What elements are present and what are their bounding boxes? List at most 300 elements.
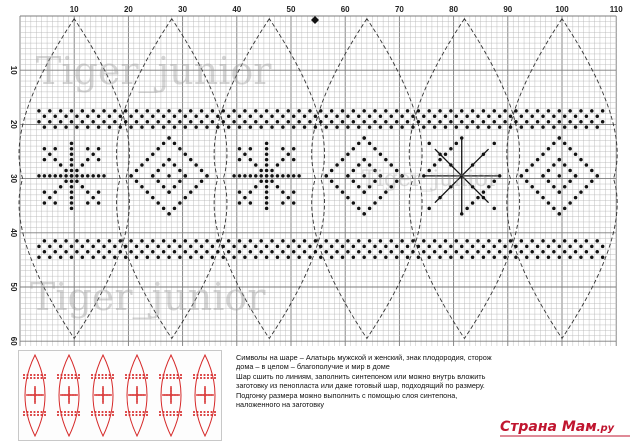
preview-stitch [197,374,199,376]
preview-stitch [170,377,172,379]
band-stitch [525,245,529,249]
preview-stitch [112,414,114,416]
band-stitch [595,115,599,119]
motif-stitch [476,196,480,200]
preview-stitch [30,411,32,413]
preview-stitch [146,377,148,379]
band-stitch [449,109,453,113]
motif-stitch [563,207,567,211]
preview-stitch [71,414,73,416]
preview-stitch [57,374,59,376]
band-stitch [520,115,524,119]
band-stitch [487,125,491,129]
band-stitch [81,255,85,259]
band-stitch [314,115,318,119]
motif-stitch [173,207,177,211]
preview-motif [136,389,138,391]
band-stitch [563,250,567,254]
description-text [236,353,536,409]
preview-motif [94,394,96,396]
motif-stitch [482,152,486,156]
band-stitch [97,115,101,119]
preview-motif [102,394,104,396]
preview-motif [39,394,41,396]
preview-motif [73,394,75,396]
preview-stitch [30,414,32,416]
band-stitch [238,250,242,254]
preview-stitch [136,411,138,413]
preview-stitch [61,414,63,416]
motif-stitch [438,152,442,156]
band-stitch [254,109,258,113]
band-stitch [119,115,123,119]
band-stitch [135,120,139,124]
preview-motif [201,394,203,396]
preview-stitch [173,414,175,416]
band-stitch [503,109,507,113]
motif-stitch [352,147,356,151]
preview-motif [60,394,62,396]
band-stitch [281,239,285,243]
band-stitch [498,250,502,254]
preview-stitch [214,377,216,379]
band-stitch [259,250,263,254]
motif-stitch [287,174,291,178]
band-stitch [276,120,280,124]
preview-stitch [112,374,114,376]
band-stitch [43,115,47,119]
preview-stitch [146,414,148,416]
preview-stitch [177,377,179,379]
preview-motif [68,401,70,403]
preview-stitch [163,411,165,413]
description-line: дома – в целом – благополучие и мир в доме [236,362,390,372]
preview-motif [34,391,36,393]
preview-motif [34,401,36,403]
motif-stitch [373,201,377,205]
band-stitch [184,125,188,129]
band-stitch [75,239,79,243]
band-stitch [579,109,583,113]
band-stitch [249,239,253,243]
preview-motif [62,394,64,396]
motif-stitch [536,158,540,162]
band-stitch [319,245,323,249]
band-stitch [552,115,556,119]
band-stitch [373,255,377,259]
motif-stitch [167,212,171,216]
band-stitch [514,109,518,113]
motif-stitch [297,174,301,178]
band-stitch [259,125,263,129]
motif-stitch [86,190,90,194]
band-stitch [509,115,513,119]
motif-stitch [530,163,534,167]
band-stitch [314,250,318,254]
band-stitch [471,120,475,124]
preview-stitch [23,411,25,413]
preview-stitch [105,411,107,413]
motif-stitch [595,174,599,178]
band-stitch [265,245,269,249]
preview-thumbnail [18,350,222,441]
band-stitch [449,120,453,124]
preview-motif [198,394,200,396]
motif-stitch [81,163,85,167]
band-stitch [314,239,318,243]
preview-stitch [129,414,131,416]
band-stitch [324,250,328,254]
band-stitch [362,245,366,249]
preview-stitch [193,377,195,379]
band-stitch [433,125,437,129]
band-stitch [287,255,291,259]
band-stitch [482,255,486,259]
preview-motif [28,394,30,396]
band-stitch [48,120,52,124]
band-stitch [384,255,388,259]
preview-stitch [207,374,209,376]
preview-stitch [146,411,148,413]
motif-stitch [281,174,285,178]
band-stitch [227,250,231,254]
band-stitch [259,115,263,119]
preview-stitch [91,411,93,413]
band-stitch [568,109,572,113]
preview-stitch [211,414,213,416]
preview-stitch [200,374,202,376]
motif-stitch [146,190,150,194]
band-stitch [70,255,74,259]
top-ruler-label: 60 [340,5,350,14]
motif-stitch [43,201,47,205]
preview-stitch [136,374,138,376]
band-stitch [308,255,312,259]
band-stitch [162,115,166,119]
motif-stitch [330,169,334,173]
motif-stitch [178,169,182,173]
band-stitch [108,115,112,119]
preview-stitch [177,374,179,376]
band-stitch [411,239,415,243]
band-stitch [547,109,551,113]
band-stitch [102,245,106,249]
motif-stitch [156,201,160,205]
band-stitch [465,239,469,243]
motif-stitch [97,158,101,162]
band-stitch [585,239,589,243]
band-stitch [476,125,480,129]
band-stitch [482,109,486,113]
motif-stitch [173,185,177,189]
band-stitch [48,109,52,113]
band-stitch [455,125,459,129]
motif-stitch [167,190,171,194]
band-stitch [129,125,133,129]
band-stitch [395,245,399,249]
preview-stitch [105,377,107,379]
band-stitch [520,250,524,254]
motif-stitch [574,152,578,156]
band-stitch [455,250,459,254]
band-stitch [476,239,480,243]
band-stitch [184,239,188,243]
preview-stitch [132,414,134,416]
band-stitch [503,120,507,124]
band-stitch [568,245,572,249]
band-stitch [75,250,79,254]
band-stitch [265,255,269,259]
preview-stitch [109,377,111,379]
preview-stitch [143,377,145,379]
motif-stitch [352,169,356,173]
motif-stitch [97,190,101,194]
preview-stitch [23,374,25,376]
preview-stitch [170,414,172,416]
preview-stitch [112,411,114,413]
watermark-bottom: Tiger_junior [30,275,266,319]
motif-stitch [292,174,296,178]
band-stitch [335,250,339,254]
band-stitch [297,120,301,124]
band-stitch [319,120,323,124]
band-stitch [232,120,236,124]
band-stitch [438,109,442,113]
motif-stitch [249,190,253,194]
preview-motif [33,394,35,396]
band-stitch [243,120,247,124]
preview-motif [68,388,70,390]
band-stitch [379,125,383,129]
band-stitch [303,239,307,243]
band-stitch [373,245,377,249]
preview-stitch [139,377,141,379]
motif-stitch [254,185,258,189]
preview-motif [131,394,133,396]
preview-stitch [98,414,100,416]
preview-motif [75,394,77,396]
band-stitch [547,245,551,249]
preview-stitch [159,414,161,416]
band-stitch [249,115,253,119]
preview-motif [34,397,36,399]
band-stitch [422,239,426,243]
motif-stitch [379,196,383,200]
motif-stitch [238,174,242,178]
preview-motif [41,394,43,396]
preview-stitch [109,414,111,416]
band-stitch [156,245,160,249]
preview-motif [130,394,132,396]
motif-stitch [189,190,193,194]
motif-stitch [346,174,350,178]
preview-motif [138,394,140,396]
logo-underline [500,435,630,437]
motif-stitch [75,174,79,178]
band-stitch [81,120,85,124]
band-stitch [140,125,144,129]
preview-stitch [68,374,70,376]
band-stitch [75,115,79,119]
preview-stitch [41,414,43,416]
band-stitch [390,239,394,243]
motif-stitch [568,147,572,151]
band-stitch [167,109,171,113]
preview-stitch [204,414,206,416]
band-stitch [243,245,247,249]
preview-stitch [57,411,59,413]
band-stitch [265,120,269,124]
motif-stitch [86,147,90,151]
band-stitch [509,250,513,254]
preview-stitch [180,374,182,376]
band-stitch [91,109,95,113]
band-stitch [536,255,540,259]
band-stitch [530,125,534,129]
motif-stitch [384,158,388,162]
motif-stitch [70,152,74,156]
preview-motif [128,394,130,396]
preview-stitch [129,411,131,413]
preview-stitch [163,374,165,376]
band-stitch [194,125,198,129]
preview-motif [170,401,172,403]
preview-stitch [34,374,36,376]
preview-stitch [125,377,127,379]
preview-motif [31,394,33,396]
band-stitch [547,255,551,259]
band-stitch [352,120,356,124]
preview-stitch [91,414,93,416]
preview-stitch [23,414,25,416]
motif-stitch [579,190,583,194]
motif-stitch [91,174,95,178]
preview-stitch [44,411,46,413]
preview-stitch [211,374,213,376]
band-stitch [37,109,41,113]
preview-motif [102,386,104,388]
band-stitch [86,250,90,254]
preview-motif [207,394,209,396]
motif-stitch [281,147,285,151]
motif-stitch [281,201,285,205]
band-stitch [243,109,247,113]
band-stitch [574,125,578,129]
band-stitch [487,115,491,119]
watermark-top: Tiger_junior [36,49,272,93]
description-line: заготовку из пенопласта или даже готовый шар, подходящий по размеру. [236,381,485,391]
motif-stitch [563,142,567,146]
motif-stitch [465,207,469,211]
motif-stitch [270,180,274,184]
preview-motif [102,402,104,404]
band-stitch [211,120,215,124]
band-stitch [498,125,502,129]
band-stitch [530,250,534,254]
motif-stitch [574,174,578,178]
motif-stitch [173,142,177,146]
band-stitch [292,250,296,254]
band-stitch [357,239,361,243]
motif-stitch [135,169,139,173]
preview-stitch [136,377,138,379]
band-stitch [205,125,209,129]
band-stitch [146,245,150,249]
preview-stitch [166,374,168,376]
band-stitch [590,109,594,113]
band-stitch [335,239,339,243]
preview-stitch [105,414,107,416]
band-stitch [411,115,415,119]
band-stitch [194,239,198,243]
preview-motif [175,394,177,396]
band-stitch [536,120,540,124]
motif-stitch [156,180,160,184]
preview-motif [170,399,172,401]
preview-stitch [57,377,59,379]
band-stitch [216,125,220,129]
motif-stitch [379,152,383,156]
motif-stitch [292,147,296,151]
band-stitch [308,109,312,113]
preview-motif [136,393,138,395]
band-stitch [254,120,258,124]
motif-stitch [194,185,198,189]
motif-stitch [276,185,280,189]
motif-stitch [243,196,247,200]
preview-motif [204,391,206,393]
band-stitch [476,250,480,254]
band-stitch [308,245,312,249]
motif-stitch [75,169,79,173]
band-stitch [595,250,599,254]
motif-stitch [162,142,166,146]
band-stitch [558,109,562,113]
motif-stitch [70,190,74,194]
band-stitch [595,125,599,129]
band-stitch [346,125,350,129]
motif-stitch [43,174,47,178]
motif-stitch [86,158,90,162]
band-stitch [330,255,334,259]
band-stitch [281,125,285,129]
band-stitch [585,250,589,254]
preview-stitch [91,377,93,379]
preview-stitch [61,374,63,376]
band-stitch [292,115,296,119]
band-stitch [460,245,464,249]
motif-stitch [552,142,556,146]
band-stitch [135,245,139,249]
preview-stitch [41,377,43,379]
preview-stitch [71,411,73,413]
left-ruler-label: 10 [8,65,18,75]
band-stitch [509,239,513,243]
motif-stitch [156,169,160,173]
band-stitch [200,245,204,249]
preview-motif [65,394,67,396]
preview-motif [204,389,206,391]
band-stitch [368,250,372,254]
description-line: наложенного на заготовку [236,400,325,410]
band-stitch [579,120,583,124]
preview-motif [102,389,104,391]
motif-stitch [352,201,356,205]
band-stitch [471,245,475,249]
left-ruler-label: 30 [8,174,18,184]
preview-stitch [173,377,175,379]
preview-motif [34,399,36,401]
